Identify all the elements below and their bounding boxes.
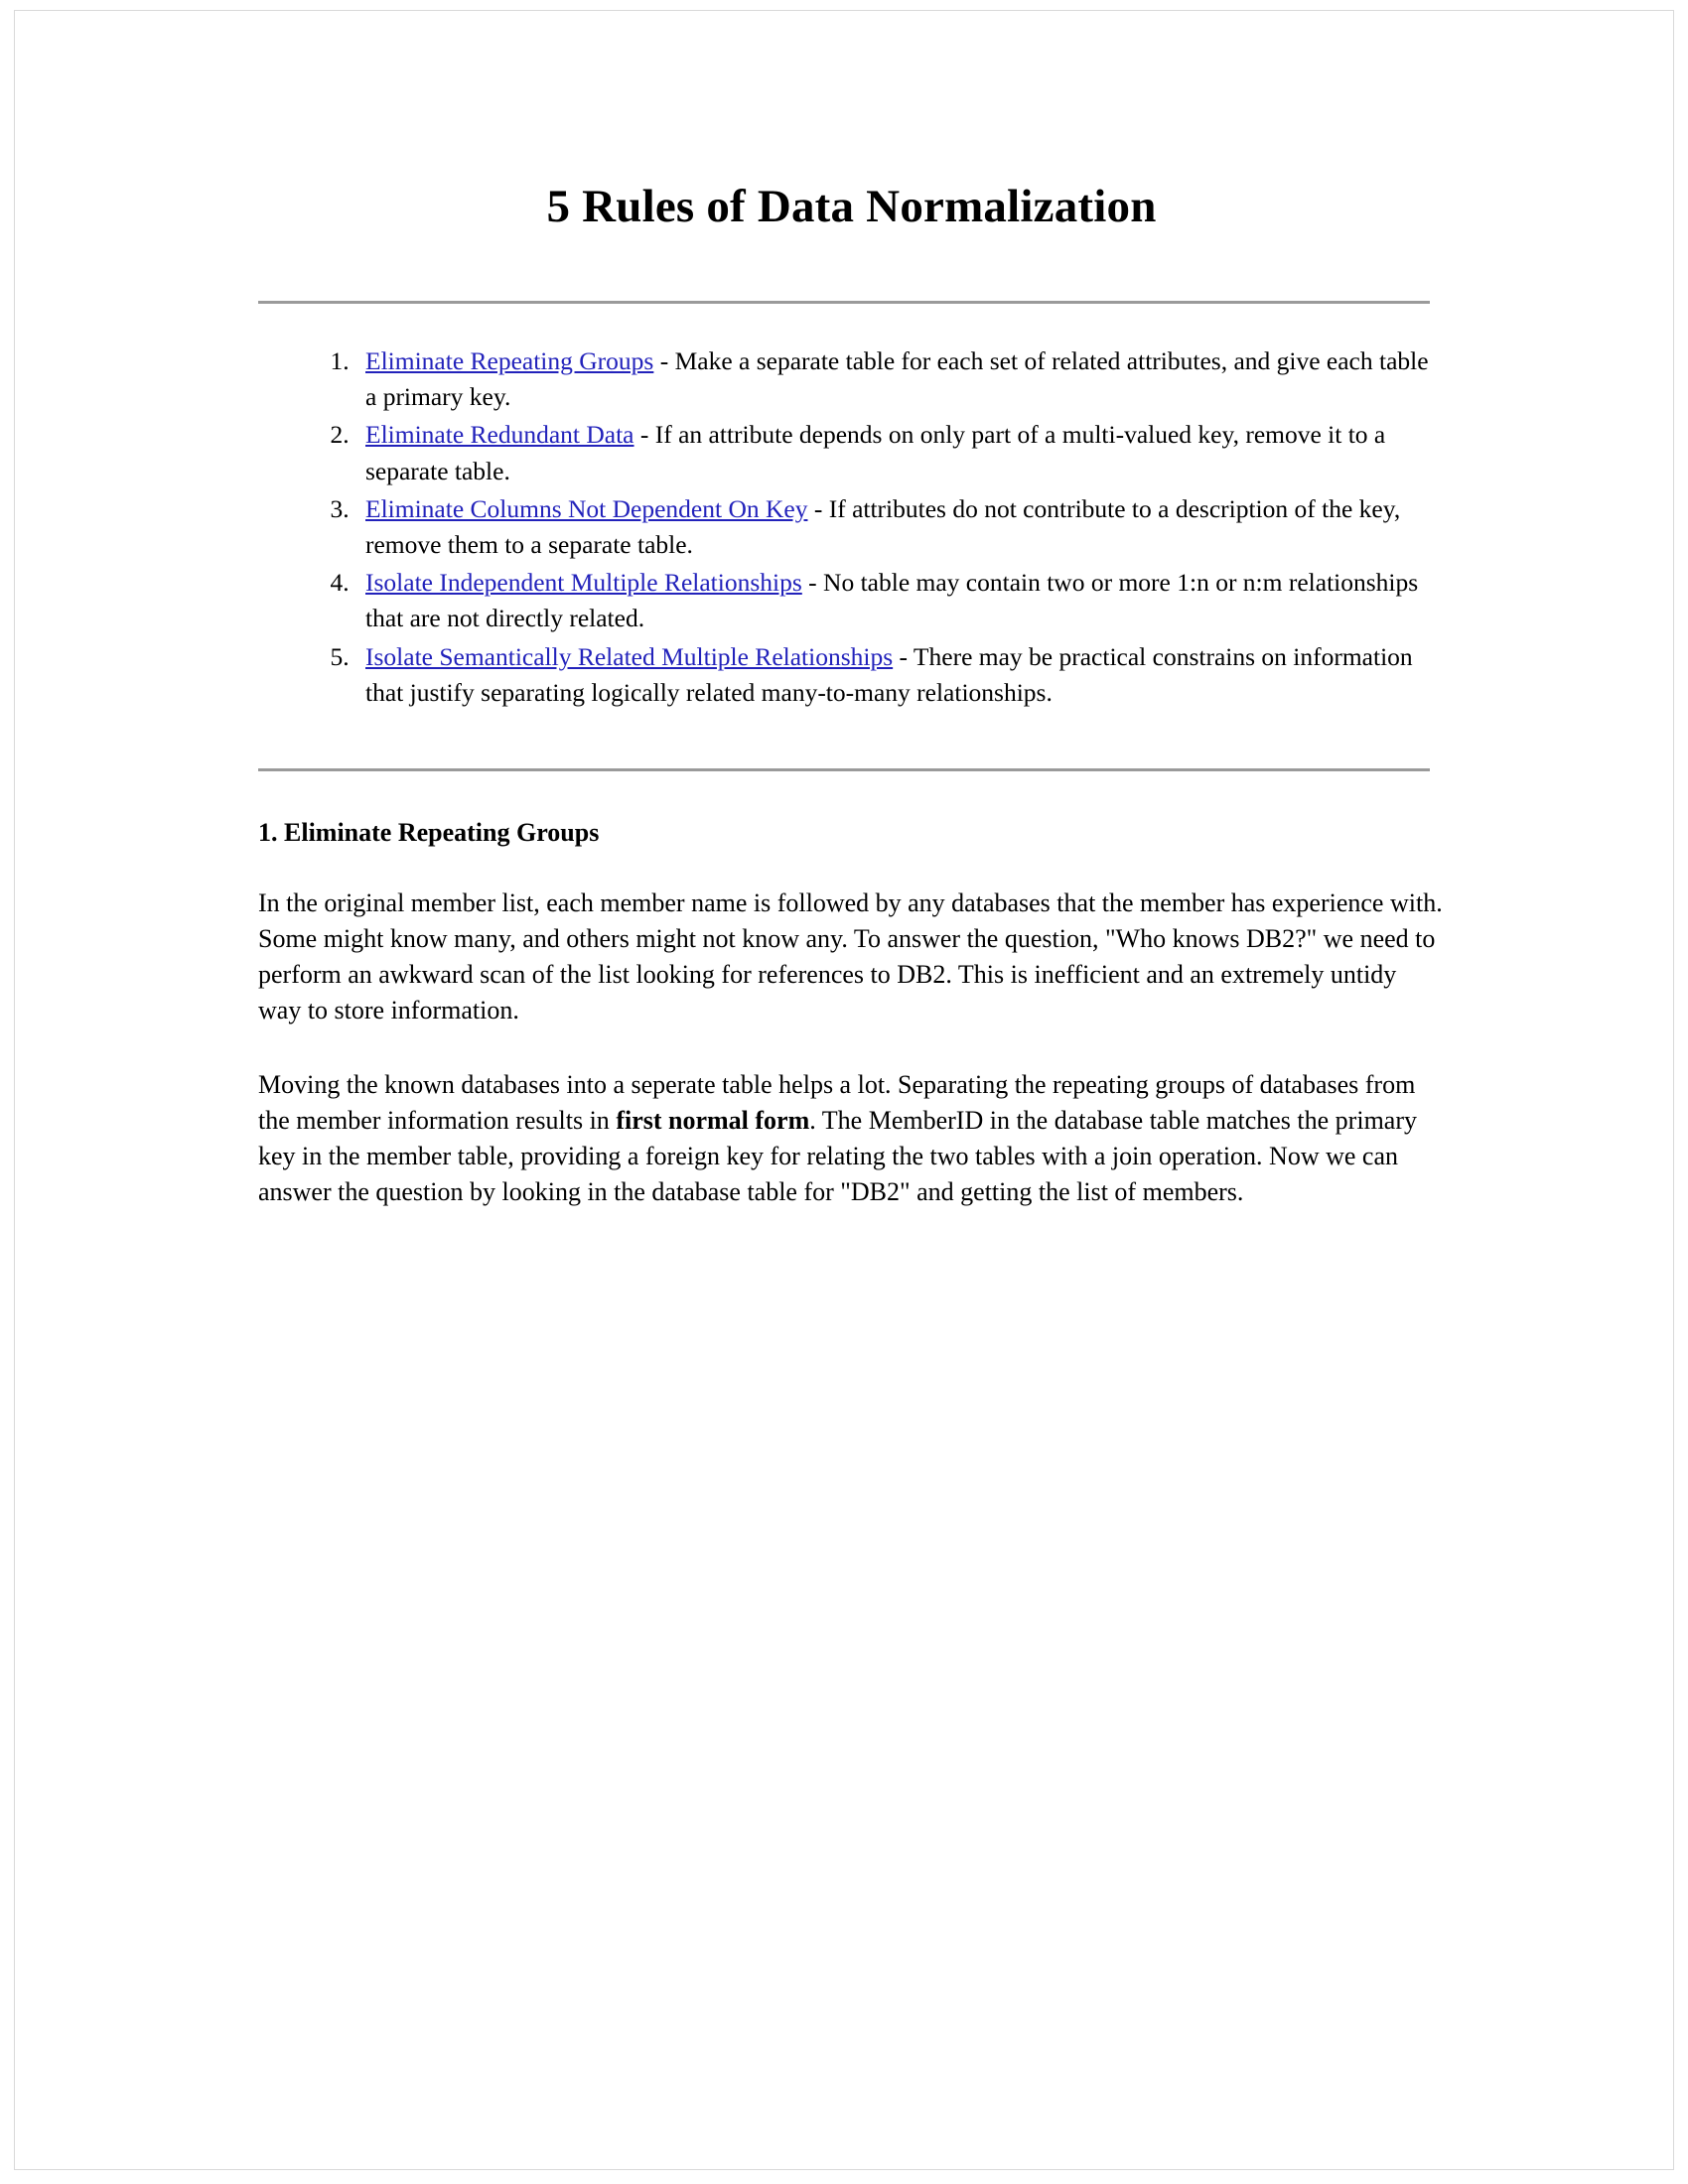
list-item: [355, 343, 1445, 415]
document-content: [258, 180, 1445, 1210]
section-paragraph-2: [258, 1067, 1445, 1211]
rule-text-1: - Make a separate table for each set of related attributes, and give each table a primary key.: [365, 346, 1429, 412]
rule-link-1[interactable]: Eliminate Repeating Groups: [365, 346, 654, 376]
normalization-rules-list: [258, 343, 1445, 711]
paragraph-2-text-start: Moving the known databases into a seperate table helps a lot. Separating the repeating groups of databases from the member information results in: [258, 1069, 1416, 1135]
horizontal-rule-top: [258, 301, 1430, 304]
rule-text-4: - No table may contain two or more 1:n or n:m relationships that are not directly related.: [365, 568, 1419, 633]
rule-text-2: - If an attribute depends on only part of a multi-valued key, remove it to a separate table.: [365, 420, 1386, 485]
list-item: [355, 417, 1445, 488]
rule-link-2[interactable]: Eliminate Redundant Data: [365, 420, 634, 450]
paragraph-2-text-end: . The MemberID in the database table matches the primary key in the member table, providing a foreign key for relating the two tables with a join operation. Now we can answer the question by looking in the database table for "DB2" and getting the list of members.: [258, 1105, 1417, 1206]
list-item: [355, 565, 1445, 636]
paragraph-2-bold-term: first normal form: [616, 1105, 810, 1135]
section-paragraph-1: In the original member list, each member name is followed by any databases that the member has experience with. Some might know many, and others might not know any. To answer the question, "Who knows DB2?" we need to perform an awkward scan of the list looking for references to DB2. This is inefficient and an extremely untidy way to store information.: [258, 888, 1443, 1025]
rule-link-3[interactable]: Eliminate Columns Not Dependent On Key: [365, 493, 808, 523]
list-item: [355, 639, 1445, 711]
rule-text-3: - If attributes do not contribute to a description of the key, remove them to a separate table.: [365, 493, 1401, 560]
page-title: 5 Rules of Data Normalization: [546, 181, 1157, 232]
page-sheet: [14, 10, 1674, 2170]
section-heading: 1. Eliminate Repeating Groups: [258, 818, 600, 848]
list-item: [355, 491, 1445, 563]
horizontal-rule-bottom: [258, 768, 1430, 771]
rule-text-5: - There may be practical constrains on information that justify separating logically related many-to-many relationships.: [365, 641, 1413, 707]
rule-link-5[interactable]: Isolate Semantically Related Multiple Relationships: [365, 641, 894, 671]
rule-link-4[interactable]: Isolate Independent Multiple Relationships: [365, 568, 802, 598]
